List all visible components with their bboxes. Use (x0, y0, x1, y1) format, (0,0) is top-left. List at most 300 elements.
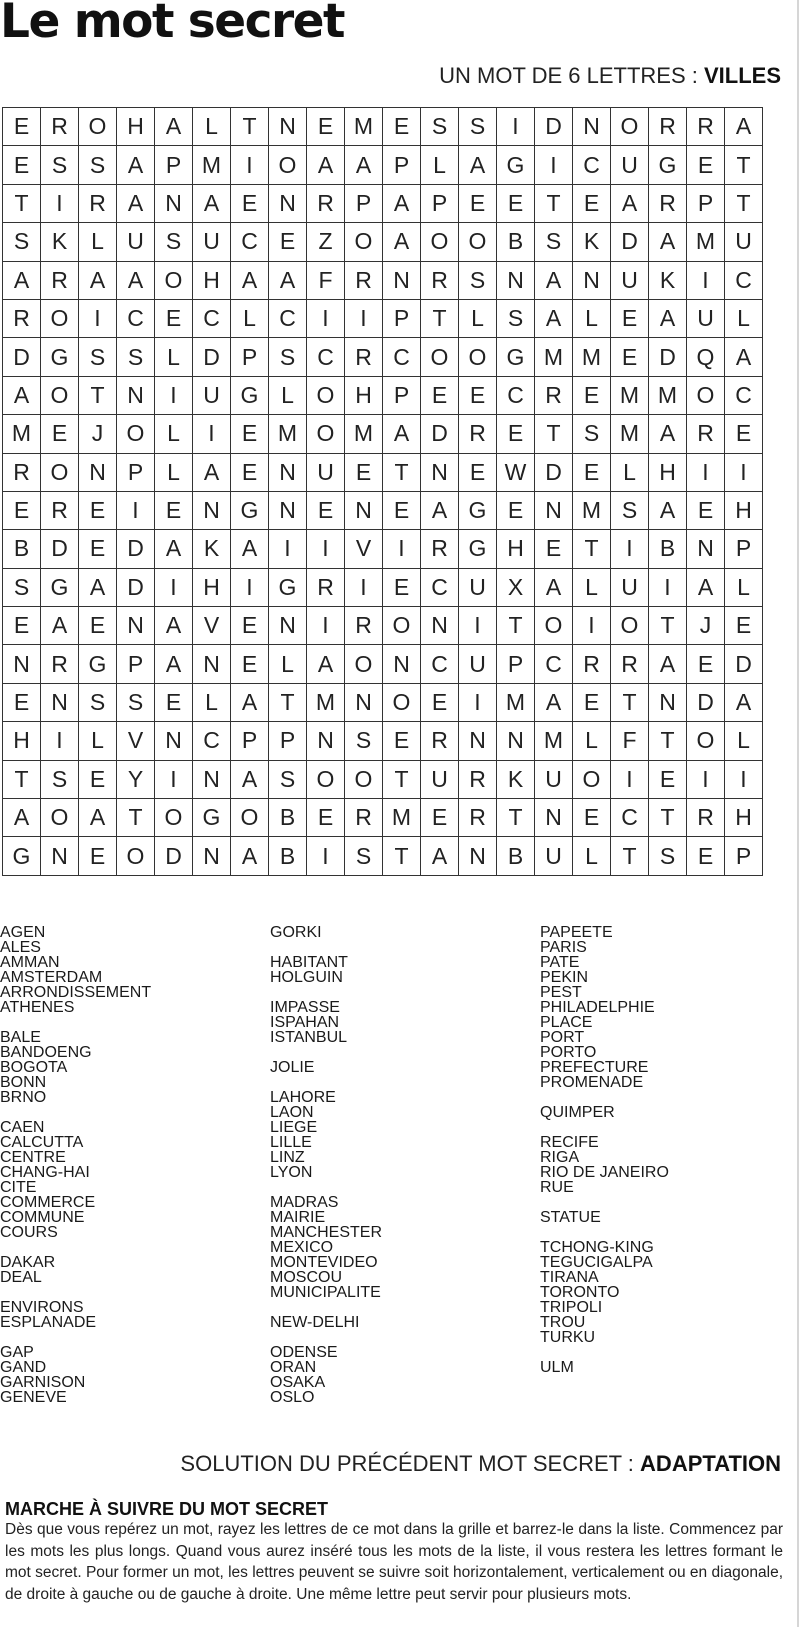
grid-cell[interactable]: D (725, 645, 763, 683)
grid-cell[interactable]: I (193, 415, 231, 453)
word-list-item[interactable]: ULM (540, 1359, 574, 1376)
grid-cell[interactable]: N (687, 530, 725, 568)
grid-cell[interactable]: D (535, 453, 573, 491)
grid-cell[interactable]: G (231, 376, 269, 414)
grid-cell[interactable]: N (155, 184, 193, 222)
grid-cell[interactable]: H (725, 799, 763, 837)
grid-cell[interactable]: M (345, 108, 383, 146)
grid-cell[interactable]: A (41, 607, 79, 645)
grid-cell[interactable]: R (573, 645, 611, 683)
grid-cell[interactable]: S (573, 415, 611, 453)
grid-cell[interactable]: D (3, 338, 41, 376)
grid-cell[interactable]: C (725, 261, 763, 299)
grid-cell[interactable]: I (725, 453, 763, 491)
grid-cell[interactable]: O (231, 799, 269, 837)
grid-cell[interactable]: E (269, 223, 307, 261)
grid-cell[interactable]: A (117, 146, 155, 184)
grid-cell[interactable]: O (687, 376, 725, 414)
grid-cell[interactable]: C (535, 645, 573, 683)
grid-cell[interactable]: I (573, 607, 611, 645)
grid-cell[interactable]: V (117, 722, 155, 760)
grid-cell[interactable]: O (307, 415, 345, 453)
grid-cell[interactable]: I (307, 837, 345, 875)
grid-cell[interactable]: L (269, 376, 307, 414)
grid-cell[interactable]: D (421, 415, 459, 453)
grid-cell[interactable]: M (3, 415, 41, 453)
grid-cell[interactable]: O (41, 799, 79, 837)
grid-cell[interactable]: K (649, 261, 687, 299)
grid-cell[interactable]: E (573, 453, 611, 491)
grid-cell[interactable]: V (345, 530, 383, 568)
grid-cell[interactable]: N (497, 261, 535, 299)
word-list-item[interactable]: LAON (270, 1104, 314, 1121)
grid-cell[interactable]: F (307, 261, 345, 299)
word-list-item[interactable]: ARRONDISSEMENT (0, 984, 152, 1001)
grid-cell[interactable]: S (459, 261, 497, 299)
grid-cell[interactable]: M (535, 722, 573, 760)
grid-cell[interactable]: S (345, 837, 383, 875)
grid-cell[interactable]: A (383, 415, 421, 453)
grid-cell[interactable]: H (649, 453, 687, 491)
grid-cell[interactable]: P (725, 530, 763, 568)
grid-cell[interactable]: E (383, 568, 421, 606)
grid-cell[interactable]: G (459, 491, 497, 529)
word-list-item[interactable]: ODENSE (270, 1344, 338, 1361)
word-list-item[interactable]: MANCHESTER (270, 1224, 383, 1241)
grid-cell[interactable]: N (117, 376, 155, 414)
grid-cell[interactable]: E (421, 376, 459, 414)
word-list-item[interactable]: STATUE (540, 1209, 601, 1226)
grid-cell[interactable]: A (193, 453, 231, 491)
grid-cell[interactable]: G (193, 799, 231, 837)
grid-cell[interactable]: A (649, 223, 687, 261)
word-list-item[interactable]: ENVIRONS (0, 1299, 84, 1316)
grid-cell[interactable]: L (573, 837, 611, 875)
grid-cell[interactable]: G (3, 837, 41, 875)
grid-cell[interactable]: S (421, 108, 459, 146)
grid-cell[interactable]: A (269, 261, 307, 299)
grid-cell[interactable]: G (497, 146, 535, 184)
grid-cell[interactable]: M (497, 683, 535, 721)
grid-cell[interactable]: C (725, 376, 763, 414)
grid-cell[interactable]: C (383, 338, 421, 376)
word-list-item[interactable]: ISTANBUL (270, 1029, 348, 1046)
grid-cell[interactable]: S (117, 338, 155, 376)
grid-cell[interactable]: S (79, 338, 117, 376)
grid-cell[interactable]: E (79, 491, 117, 529)
grid-cell[interactable]: R (307, 184, 345, 222)
grid-cell[interactable]: G (269, 568, 307, 606)
grid-cell[interactable]: A (307, 645, 345, 683)
grid-cell[interactable]: O (535, 607, 573, 645)
grid-cell[interactable]: A (421, 491, 459, 529)
grid-cell[interactable]: I (725, 760, 763, 798)
grid-cell[interactable]: U (611, 261, 649, 299)
grid-cell[interactable]: O (421, 338, 459, 376)
grid-cell[interactable]: P (117, 645, 155, 683)
grid-cell[interactable]: A (725, 108, 763, 146)
grid-cell[interactable]: C (421, 645, 459, 683)
grid-cell[interactable]: E (459, 184, 497, 222)
word-list-item[interactable]: ALES (0, 939, 41, 956)
grid-cell[interactable]: T (231, 108, 269, 146)
word-list-item[interactable]: AGEN (0, 924, 46, 941)
grid-cell[interactable]: I (155, 760, 193, 798)
grid-cell[interactable]: R (687, 799, 725, 837)
grid-cell[interactable]: T (535, 415, 573, 453)
grid-cell[interactable]: L (725, 299, 763, 337)
grid-cell[interactable]: I (307, 530, 345, 568)
grid-cell[interactable]: R (649, 108, 687, 146)
grid-cell[interactable]: I (155, 568, 193, 606)
grid-cell[interactable]: O (383, 607, 421, 645)
grid-cell[interactable]: R (345, 261, 383, 299)
grid-cell[interactable]: N (497, 722, 535, 760)
word-list-item[interactable]: GORKI (270, 924, 322, 941)
grid-cell[interactable]: E (687, 837, 725, 875)
grid-cell[interactable]: T (3, 760, 41, 798)
grid-cell[interactable]: N (345, 683, 383, 721)
grid-cell[interactable]: A (725, 683, 763, 721)
word-list-item[interactable]: CENTRE (0, 1149, 66, 1166)
grid-cell[interactable]: M (573, 491, 611, 529)
word-list-item[interactable]: ISPAHAN (270, 1014, 340, 1031)
grid-cell[interactable]: T (611, 683, 649, 721)
grid-cell[interactable]: S (459, 108, 497, 146)
word-list-item[interactable]: ATHENES (0, 999, 75, 1016)
grid-cell[interactable]: M (649, 376, 687, 414)
grid-cell[interactable]: T (573, 530, 611, 568)
word-list-item[interactable]: PARIS (540, 939, 587, 956)
grid-cell[interactable]: S (3, 568, 41, 606)
grid-cell[interactable]: E (345, 453, 383, 491)
word-list-item[interactable]: RIO DE JANEIRO (540, 1164, 669, 1181)
grid-cell[interactable]: E (649, 760, 687, 798)
grid-cell[interactable]: C (573, 146, 611, 184)
grid-cell[interactable]: N (41, 683, 79, 721)
grid-cell[interactable]: L (231, 299, 269, 337)
word-list-item[interactable]: PORTO (540, 1044, 597, 1061)
grid-cell[interactable]: O (41, 453, 79, 491)
grid-cell[interactable]: E (383, 722, 421, 760)
word-list-item[interactable]: CHANG-HAI (0, 1164, 90, 1181)
grid-cell[interactable]: I (155, 376, 193, 414)
grid-cell[interactable]: M (269, 415, 307, 453)
word-list-item[interactable]: BRNO (0, 1089, 47, 1106)
word-list-item[interactable]: PEST (540, 984, 582, 1001)
grid-cell[interactable]: T (497, 607, 535, 645)
grid-cell[interactable]: A (3, 261, 41, 299)
grid-cell[interactable]: B (649, 530, 687, 568)
grid-cell[interactable]: N (421, 453, 459, 491)
grid-cell[interactable]: I (497, 108, 535, 146)
grid-cell[interactable]: V (193, 607, 231, 645)
grid-cell[interactable]: P (155, 146, 193, 184)
word-list-item[interactable]: TRIPOLI (540, 1299, 603, 1316)
grid-cell[interactable]: S (79, 146, 117, 184)
grid-cell[interactable]: R (649, 184, 687, 222)
grid-cell[interactable]: I (687, 453, 725, 491)
grid-cell[interactable]: T (649, 799, 687, 837)
word-list-item[interactable]: GENEVE (0, 1389, 67, 1406)
word-list-item[interactable]: MOSCOU (270, 1269, 342, 1286)
grid-cell[interactable]: K (573, 223, 611, 261)
grid-cell[interactable]: U (725, 223, 763, 261)
word-list-item[interactable]: ORAN (270, 1359, 317, 1376)
grid-cell[interactable]: E (3, 491, 41, 529)
grid-cell[interactable]: N (193, 760, 231, 798)
grid-cell[interactable]: E (383, 491, 421, 529)
grid-cell[interactable]: I (345, 299, 383, 337)
grid-cell[interactable]: U (193, 223, 231, 261)
grid-cell[interactable]: T (383, 837, 421, 875)
grid-cell[interactable]: N (649, 683, 687, 721)
grid-cell[interactable]: C (193, 722, 231, 760)
grid-cell[interactable]: O (117, 837, 155, 875)
grid-cell[interactable]: L (79, 722, 117, 760)
grid-cell[interactable]: O (155, 799, 193, 837)
grid-cell[interactable]: U (421, 760, 459, 798)
grid-cell[interactable]: I (611, 530, 649, 568)
grid-cell[interactable]: A (155, 108, 193, 146)
word-list-item[interactable]: DEAL (0, 1269, 42, 1286)
word-list-item[interactable]: PLACE (540, 1014, 593, 1031)
grid-cell[interactable]: G (41, 568, 79, 606)
grid-cell[interactable]: L (155, 453, 193, 491)
grid-cell[interactable]: H (3, 722, 41, 760)
word-list-item[interactable]: COURS (0, 1224, 58, 1241)
grid-cell[interactable]: L (573, 722, 611, 760)
grid-cell[interactable]: T (269, 683, 307, 721)
grid-cell[interactable]: R (345, 338, 383, 376)
grid-cell[interactable]: I (687, 261, 725, 299)
word-list-item[interactable]: BALE (0, 1029, 41, 1046)
grid-cell[interactable]: E (307, 108, 345, 146)
grid-cell[interactable]: E (421, 683, 459, 721)
grid-cell[interactable]: E (421, 799, 459, 837)
grid-cell[interactable]: E (231, 645, 269, 683)
grid-cell[interactable]: U (611, 146, 649, 184)
word-list-item[interactable]: IMPASSE (270, 999, 340, 1016)
grid-cell[interactable]: N (535, 491, 573, 529)
grid-cell[interactable]: A (649, 299, 687, 337)
word-list-item[interactable]: QUIMPER (540, 1104, 615, 1121)
word-list-item[interactable]: RECIFE (540, 1134, 599, 1151)
grid-cell[interactable]: E (79, 607, 117, 645)
grid-cell[interactable]: E (611, 299, 649, 337)
grid-cell[interactable]: A (231, 683, 269, 721)
grid-cell[interactable]: G (41, 338, 79, 376)
grid-cell[interactable]: I (459, 683, 497, 721)
grid-cell[interactable]: A (79, 799, 117, 837)
grid-cell[interactable]: L (193, 108, 231, 146)
grid-cell[interactable]: R (41, 108, 79, 146)
grid-cell[interactable]: O (117, 415, 155, 453)
grid-cell[interactable]: P (269, 722, 307, 760)
grid-cell[interactable]: T (497, 799, 535, 837)
grid-cell[interactable]: G (79, 645, 117, 683)
grid-cell[interactable]: A (79, 568, 117, 606)
grid-cell[interactable]: E (155, 683, 193, 721)
grid-cell[interactable]: I (41, 184, 79, 222)
grid-cell[interactable]: O (421, 223, 459, 261)
word-list-item[interactable]: LILLE (270, 1134, 312, 1151)
grid-cell[interactable]: Z (307, 223, 345, 261)
grid-cell[interactable]: S (345, 722, 383, 760)
word-list-item[interactable]: TCHONG-KING (540, 1239, 654, 1256)
grid-cell[interactable]: D (117, 530, 155, 568)
word-list-item[interactable]: GAP (0, 1344, 34, 1361)
word-list-item[interactable]: COMMERCE (0, 1194, 96, 1211)
grid-cell[interactable]: I (117, 491, 155, 529)
grid-cell[interactable]: R (307, 568, 345, 606)
word-list-item[interactable]: PAPEETE (540, 924, 613, 941)
grid-cell[interactable]: S (155, 223, 193, 261)
grid-cell[interactable]: D (41, 530, 79, 568)
grid-cell[interactable]: U (117, 223, 155, 261)
grid-cell[interactable]: I (269, 530, 307, 568)
grid-cell[interactable]: C (269, 299, 307, 337)
grid-cell[interactable]: N (269, 491, 307, 529)
grid-cell[interactable]: G (649, 146, 687, 184)
word-list-item[interactable]: ESPLANADE (0, 1314, 97, 1331)
grid-cell[interactable]: P (383, 376, 421, 414)
grid-cell[interactable]: E (459, 453, 497, 491)
grid-cell[interactable]: N (193, 491, 231, 529)
grid-cell[interactable]: U (459, 645, 497, 683)
grid-cell[interactable]: O (307, 760, 345, 798)
grid-cell[interactable]: N (3, 645, 41, 683)
grid-cell[interactable]: L (79, 223, 117, 261)
grid-cell[interactable]: H (117, 108, 155, 146)
grid-cell[interactable]: A (117, 184, 155, 222)
grid-cell[interactable]: M (383, 799, 421, 837)
grid-cell[interactable]: K (41, 223, 79, 261)
grid-cell[interactable]: T (725, 184, 763, 222)
grid-cell[interactable]: O (573, 760, 611, 798)
grid-cell[interactable]: E (3, 683, 41, 721)
grid-cell[interactable]: S (497, 299, 535, 337)
grid-cell[interactable]: O (155, 261, 193, 299)
grid-cell[interactable]: A (155, 645, 193, 683)
grid-cell[interactable]: L (193, 683, 231, 721)
grid-cell[interactable]: E (573, 799, 611, 837)
grid-cell[interactable]: N (117, 607, 155, 645)
grid-cell[interactable]: R (421, 530, 459, 568)
grid-cell[interactable]: U (307, 453, 345, 491)
word-list-item[interactable]: PATE (540, 954, 580, 971)
word-list-item[interactable]: PHILADELPHIE (540, 999, 655, 1016)
grid-cell[interactable]: E (231, 184, 269, 222)
grid-cell[interactable]: A (383, 223, 421, 261)
grid-cell[interactable]: N (155, 722, 193, 760)
grid-cell[interactable]: A (3, 376, 41, 414)
grid-cell[interactable]: B (269, 799, 307, 837)
grid-cell[interactable]: N (383, 645, 421, 683)
grid-cell[interactable]: P (383, 299, 421, 337)
grid-cell[interactable]: E (497, 491, 535, 529)
grid-cell[interactable]: R (687, 415, 725, 453)
grid-cell[interactable]: H (725, 491, 763, 529)
grid-cell[interactable]: C (117, 299, 155, 337)
grid-cell[interactable]: U (687, 299, 725, 337)
grid-cell[interactable]: A (79, 261, 117, 299)
grid-cell[interactable]: E (573, 376, 611, 414)
word-list-item[interactable]: LINZ (270, 1149, 305, 1166)
grid-cell[interactable]: L (725, 722, 763, 760)
grid-cell[interactable]: N (421, 607, 459, 645)
grid-cell[interactable]: I (307, 607, 345, 645)
grid-cell[interactable]: U (535, 837, 573, 875)
grid-cell[interactable]: M (307, 683, 345, 721)
grid-cell[interactable]: E (3, 146, 41, 184)
grid-cell[interactable]: I (345, 568, 383, 606)
grid-cell[interactable]: O (611, 108, 649, 146)
grid-cell[interactable]: A (611, 184, 649, 222)
grid-cell[interactable]: A (155, 530, 193, 568)
word-list-item[interactable]: TROU (540, 1314, 586, 1331)
grid-cell[interactable]: R (345, 799, 383, 837)
grid-cell[interactable]: L (269, 645, 307, 683)
grid-cell[interactable]: T (3, 184, 41, 222)
grid-cell[interactable]: S (117, 683, 155, 721)
word-list-item[interactable]: TORONTO (540, 1284, 620, 1301)
grid-cell[interactable]: N (573, 108, 611, 146)
grid-cell[interactable]: A (535, 568, 573, 606)
grid-cell[interactable]: H (497, 530, 535, 568)
word-list-item[interactable]: LAHORE (270, 1089, 336, 1106)
grid-cell[interactable]: L (573, 299, 611, 337)
grid-cell[interactable]: T (117, 799, 155, 837)
grid-cell[interactable]: E (459, 376, 497, 414)
grid-cell[interactable]: O (307, 376, 345, 414)
grid-cell[interactable]: E (231, 453, 269, 491)
word-list-item[interactable]: OSLO (270, 1389, 315, 1406)
grid-cell[interactable]: O (383, 683, 421, 721)
grid-cell[interactable]: P (345, 184, 383, 222)
grid-cell[interactable]: M (687, 223, 725, 261)
grid-cell[interactable]: I (231, 146, 269, 184)
grid-cell[interactable]: T (649, 722, 687, 760)
grid-cell[interactable]: E (611, 338, 649, 376)
grid-cell[interactable]: G (459, 530, 497, 568)
word-list-item[interactable]: TEGUCIGALPA (540, 1254, 653, 1271)
grid-cell[interactable]: K (193, 530, 231, 568)
word-list-item[interactable]: LYON (270, 1164, 313, 1181)
grid-cell[interactable]: N (79, 453, 117, 491)
grid-cell[interactable]: T (79, 376, 117, 414)
word-list-item[interactable]: RIGA (540, 1149, 580, 1166)
grid-cell[interactable]: G (231, 491, 269, 529)
grid-cell[interactable]: O (459, 338, 497, 376)
grid-cell[interactable]: E (231, 607, 269, 645)
grid-cell[interactable]: M (611, 415, 649, 453)
grid-cell[interactable]: A (193, 184, 231, 222)
word-list-item[interactable]: PREFECTURE (540, 1059, 649, 1076)
grid-cell[interactable]: I (459, 607, 497, 645)
word-list-item[interactable]: MONTEVIDEO (270, 1254, 378, 1271)
grid-cell[interactable]: T (421, 299, 459, 337)
grid-cell[interactable]: P (725, 837, 763, 875)
grid-cell[interactable]: A (345, 146, 383, 184)
grid-cell[interactable]: N (307, 722, 345, 760)
grid-cell[interactable]: S (269, 338, 307, 376)
word-list-item[interactable]: PROMENADE (540, 1074, 644, 1091)
grid-cell[interactable]: R (535, 376, 573, 414)
grid-cell[interactable]: I (307, 299, 345, 337)
grid-cell[interactable]: I (687, 760, 725, 798)
grid-cell[interactable]: A (307, 146, 345, 184)
